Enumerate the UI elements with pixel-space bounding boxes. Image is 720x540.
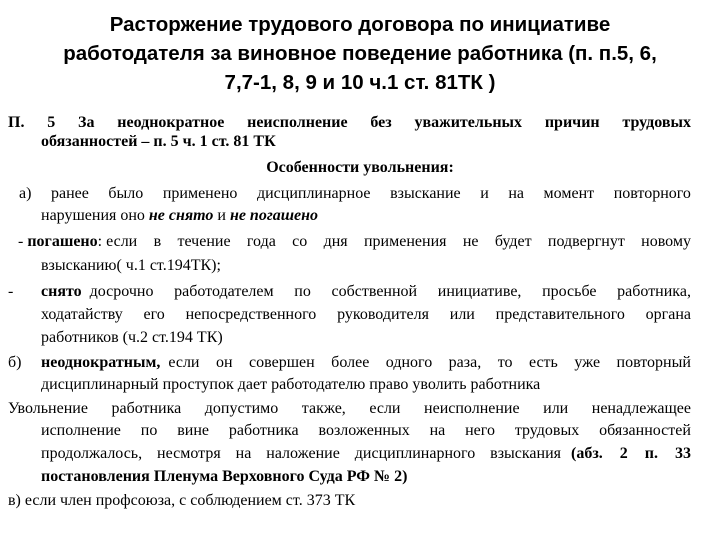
word: п. [644, 445, 658, 462]
title-line: работодателя за виновное поведение работника (п. п.5, 6, [63, 42, 657, 65]
word: применено [162, 185, 238, 202]
item-snyato-line-2 [41, 306, 691, 324]
word: со [292, 233, 308, 250]
word: или [543, 400, 569, 417]
word: взыскание [390, 185, 461, 202]
word: руководителя [337, 306, 429, 323]
dismissal-line-1 [8, 400, 691, 418]
word: уважительных [414, 114, 523, 131]
word: подвергнут [547, 233, 625, 250]
word: если [168, 354, 200, 371]
word: несмотря [157, 445, 221, 462]
title-line: Расторжение трудового договора по инициативе [109, 13, 611, 36]
word: причин [544, 114, 600, 131]
title-line: 7,7-1, 8, 9 и 10 ч.1 ст. 81ТК ) [224, 71, 496, 94]
word: (абз. [571, 445, 603, 462]
word: если [369, 400, 401, 417]
word: в [153, 233, 162, 250]
word: 2 [619, 445, 628, 462]
word: без [370, 114, 392, 131]
word: если [106, 233, 138, 250]
word: дисциплинарного [354, 445, 476, 462]
item-a-continuation: нарушения оно не снято и не погашено [41, 207, 319, 224]
item-snyato-continuation: работников (ч.2 ст.194 ТК) [41, 329, 223, 346]
word: также, [301, 400, 346, 417]
p5-heading-line [8, 114, 691, 132]
word: раза, [448, 354, 482, 371]
features-heading: Особенности увольнения: [266, 159, 454, 176]
dismissal-line-4: постановления Пленума Верховного Суда РФ № 2) [41, 468, 408, 485]
word: 33 [674, 445, 691, 462]
item-v: в) если член профсоюза, с соблюдением ст. 373 ТК [8, 492, 356, 509]
word: ненадлежащее [591, 400, 691, 417]
word: исполнение [41, 422, 121, 439]
word: течение [177, 233, 231, 250]
word: него [465, 422, 495, 439]
word: не [462, 233, 479, 250]
word: было [108, 185, 144, 202]
word: взыскания [490, 445, 561, 462]
word: трудовых [514, 422, 580, 439]
word: или [449, 306, 475, 323]
word: обязанностей [599, 422, 691, 439]
word: на [235, 445, 252, 462]
item-b-line: б) неоднократным, если он совершен более одного раза, то есть уже повторный [8, 354, 691, 371]
word: дня [323, 233, 348, 250]
word: он [215, 354, 233, 371]
word: по [294, 283, 311, 300]
word: дисциплинарное [256, 185, 371, 202]
word: работника, [617, 283, 691, 300]
word: неисполнение [424, 400, 520, 417]
word: уже [574, 354, 601, 371]
word: на [429, 422, 446, 439]
word: трудовых [622, 114, 691, 131]
word: года [246, 233, 276, 250]
item-pogasheno-continuation: взысканию( ч.1 ст.194ТК); [41, 257, 221, 274]
word: новому [641, 233, 691, 250]
word: представительного [495, 306, 625, 323]
word: работодателем [174, 283, 274, 300]
item-a-line [19, 185, 691, 203]
word: по [140, 422, 158, 439]
word: допустимо [204, 400, 279, 417]
slide-title [0, 10, 720, 97]
item-pogasheno-line: - погашено : если в течение года со дня применения не будет подвергнут новому [18, 233, 691, 250]
word: совершен [249, 354, 315, 371]
word: будет [494, 233, 532, 250]
word: просьбе [542, 283, 597, 300]
word: применения [363, 233, 447, 250]
word: повторного [613, 185, 691, 202]
dismissal-line-3 [41, 445, 691, 463]
p5-heading-continuation: обязанностей – п. 5 ч. 1 ст. 81 ТК [41, 133, 276, 150]
word: 5 [47, 114, 56, 131]
dismissal-line-2 [41, 422, 691, 440]
word: одного [385, 354, 433, 371]
word: инициативе, [437, 283, 522, 300]
word: а) [19, 185, 32, 202]
item-snyato-line: - снято досрочно работодателем по собственной инициативе, просьбе работника, [8, 283, 691, 300]
word: неисполнение [247, 114, 348, 131]
word: ранее [50, 185, 89, 202]
word: наложение [266, 445, 340, 462]
word: продолжалось, [41, 445, 143, 462]
word: П. [8, 114, 25, 131]
word: неоднократное [117, 114, 225, 131]
word: Увольнение [8, 400, 88, 417]
word: повторный [616, 354, 691, 371]
word: есть [528, 354, 558, 371]
word: на [508, 185, 524, 202]
word: момент [543, 185, 595, 202]
word: возложенных [318, 422, 410, 439]
word: более [331, 354, 370, 371]
word: то [497, 354, 513, 371]
word: работника [228, 422, 299, 439]
word: и [480, 185, 489, 202]
word: досрочно [89, 283, 154, 300]
word: ходатайству [41, 306, 123, 323]
item-b-continuation: дисциплинарный проступок дает работодателю право уволить работника [41, 376, 541, 393]
word: непосредственного [185, 306, 317, 323]
word: За [78, 114, 95, 131]
word: собственной [331, 283, 418, 300]
word: его [143, 306, 165, 323]
word: органа [645, 306, 691, 323]
word: вине [177, 422, 209, 439]
word: работника [111, 400, 182, 417]
